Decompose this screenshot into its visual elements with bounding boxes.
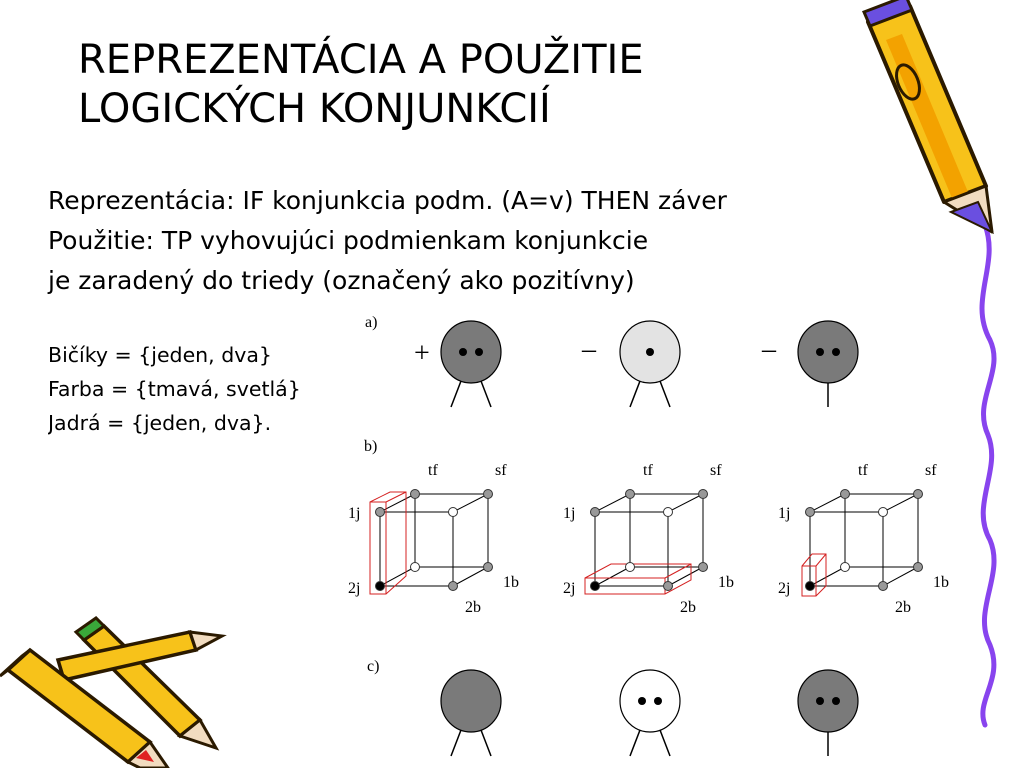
cube-label-2b: 2b	[680, 599, 696, 616]
body-line-representation: Reprezentácia: IF konjunkcia podm. (A=v) THEN záver	[48, 186, 727, 215]
slide-title	[78, 36, 644, 134]
cube-vertex	[664, 582, 673, 591]
cell	[441, 321, 501, 407]
title-line-2: LOGICKÝCH KONJUNKCIÍ	[78, 86, 551, 132]
nucleus	[475, 348, 483, 356]
flagellum	[660, 381, 670, 407]
pencil-icon	[864, 0, 992, 232]
cell-body	[798, 670, 858, 732]
cube-vertex	[879, 508, 888, 517]
hypothesis-cube	[778, 462, 949, 616]
cell	[620, 670, 680, 756]
cube-vertex	[376, 582, 385, 591]
cube-vertex	[626, 563, 635, 572]
cube-label-sf: sf	[710, 462, 722, 479]
hypothesis-cube	[563, 462, 734, 616]
cube-label-2b: 2b	[465, 599, 481, 616]
panel-label-c: c)	[367, 658, 380, 675]
hypothesis-cube	[348, 462, 519, 616]
cube-edge	[668, 494, 703, 512]
cell-body	[798, 321, 858, 383]
flagellum	[660, 730, 670, 756]
negative-sign: –	[762, 334, 776, 365]
cube-edge	[453, 494, 488, 512]
flagellum	[481, 730, 491, 756]
flagellum	[481, 381, 491, 407]
cell	[798, 670, 858, 756]
cube-vertex	[806, 582, 815, 591]
cube-edge	[453, 567, 488, 586]
pencils-icon	[0, 618, 222, 768]
cube-label-1b: 1b	[503, 574, 519, 591]
cube-vertex	[879, 582, 888, 591]
nucleus	[832, 697, 840, 705]
cell	[798, 321, 858, 407]
cube-vertex	[591, 508, 600, 517]
cube-vertex	[484, 490, 493, 499]
squiggle-line-icon	[982, 225, 994, 725]
attribute-definitions	[48, 338, 340, 440]
cube-vertex	[699, 490, 708, 499]
cell	[441, 670, 501, 756]
cube-vertex	[699, 563, 708, 572]
body-text	[48, 181, 727, 301]
cell-body	[620, 670, 680, 732]
cube-label-1j: 1j	[563, 505, 576, 522]
cube-label-2j: 2j	[563, 580, 576, 597]
flagellum	[451, 381, 461, 407]
cube-vertex	[376, 508, 385, 517]
flagellum	[451, 730, 461, 756]
hypothesis-cubes	[348, 462, 949, 616]
cube-label-tf: tf	[428, 462, 438, 479]
cube-vertex	[449, 508, 458, 517]
flagellum	[630, 381, 640, 407]
cube-edge	[810, 567, 845, 586]
cube-vertex	[841, 563, 850, 572]
cube-label-2j: 2j	[778, 580, 791, 597]
cube-vertex	[449, 582, 458, 591]
nucleus	[638, 697, 646, 705]
cube-label-tf: tf	[643, 462, 653, 479]
attribute-nuclei: Jadrá = {jeden, dva}.	[48, 411, 272, 435]
concept-cells	[441, 670, 858, 756]
example-cells	[441, 321, 858, 407]
cell	[620, 321, 680, 407]
cube-label-2j: 2j	[348, 580, 361, 597]
cube-label-1b: 1b	[718, 574, 734, 591]
cube-label-1b: 1b	[933, 574, 949, 591]
positive-sign: +	[414, 338, 430, 369]
cell-concept-figure	[330, 310, 970, 760]
concept-highlight	[802, 554, 826, 596]
cell-body	[441, 321, 501, 383]
attribute-color: Farba = {tmavá, svetlá}	[48, 377, 301, 401]
nucleus	[459, 348, 467, 356]
concept-highlight	[585, 564, 691, 594]
cube-label-sf: sf	[925, 462, 937, 479]
cube-vertex	[591, 582, 600, 591]
cube-label-1j: 1j	[348, 505, 361, 522]
body-line-classification: je zaradený do triedy (označený ako pozitívny)	[48, 266, 635, 295]
cube-edge	[595, 494, 630, 512]
cube-vertex	[914, 563, 923, 572]
cube-label-2b: 2b	[895, 599, 911, 616]
body-line-usage: Použitie: TP vyhovujúci podmienkam konjunkcie	[48, 226, 649, 255]
negative-sign: –	[582, 334, 596, 365]
cube-vertex	[664, 508, 673, 517]
cube-label-1j: 1j	[778, 505, 791, 522]
cube-edge	[883, 494, 918, 512]
cube-vertex	[914, 490, 923, 499]
cube-edge	[810, 494, 845, 512]
title-line-1: REPREZENTÁCIA A POUŽITIE	[78, 37, 644, 83]
cube-vertex	[484, 563, 493, 572]
cube-label-tf: tf	[858, 462, 868, 479]
panel-label-a: a)	[365, 314, 378, 331]
nucleus	[654, 697, 662, 705]
cube-edge	[883, 567, 918, 586]
concept-highlight	[370, 492, 406, 594]
concept-highlight-edge	[816, 554, 826, 566]
cube-vertex	[411, 563, 420, 572]
cell-body	[441, 670, 501, 732]
cube-vertex	[626, 490, 635, 499]
cube-vertex	[841, 490, 850, 499]
attribute-flagella: Bičíky = {jeden, dva}	[48, 343, 272, 367]
flagellum	[630, 730, 640, 756]
cube-vertex	[411, 490, 420, 499]
cube-label-sf: sf	[495, 462, 507, 479]
nucleus	[646, 348, 654, 356]
nucleus	[816, 697, 824, 705]
nucleus	[816, 348, 824, 356]
nucleus	[832, 348, 840, 356]
cube-vertex	[806, 508, 815, 517]
panel-label-b: b)	[364, 438, 378, 455]
